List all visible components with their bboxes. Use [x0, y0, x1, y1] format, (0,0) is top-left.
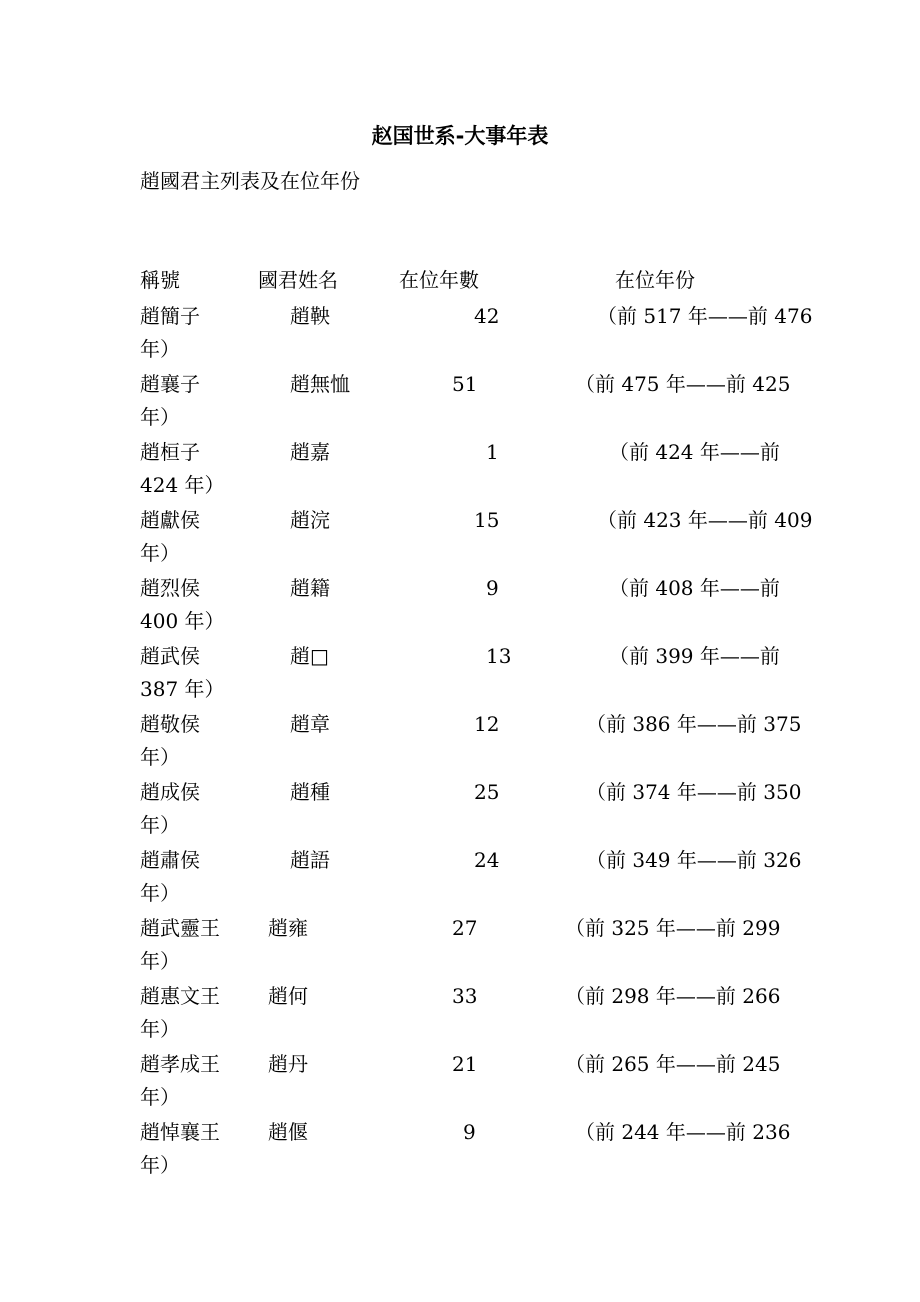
row-reign-span: （前 386 年——前 375: [586, 712, 802, 736]
row-reign-span-continued: 年）: [140, 337, 180, 361]
row-reign-years: 1: [486, 440, 499, 464]
row-reign-span: （前 517 年——前 476: [597, 304, 813, 328]
row-reign-years: 24: [474, 848, 500, 872]
row-title: 趙悼襄王: [140, 1120, 220, 1144]
row-reign-years: 51: [452, 372, 478, 396]
row-ruler-name: 趙雍: [268, 916, 308, 940]
row-reign-span: （前 349 年——前 326: [586, 848, 802, 872]
row-reign-years: 13: [486, 644, 512, 668]
row-reign-span-continued: 424 年）: [140, 473, 225, 497]
header-span: 在位年份: [615, 268, 695, 292]
page-subtitle: 趙國君主列表及在位年份: [140, 169, 360, 193]
row-ruler-name: 趙偃: [268, 1120, 308, 1144]
row-title: 趙簡子: [140, 304, 200, 328]
row-reign-years: 33: [452, 984, 478, 1008]
row-title: 趙肅侯: [140, 848, 200, 872]
row-title: 趙獻侯: [140, 508, 200, 532]
row-reign-span-continued: 年）: [140, 949, 180, 973]
row-title: 趙惠文王: [140, 984, 220, 1008]
row-reign-span: （前 475 年——前 425: [575, 372, 791, 396]
row-title: 趙武侯: [140, 644, 200, 668]
row-reign-years: 9: [463, 1120, 476, 1144]
row-title: 趙孝成王: [140, 1052, 220, 1076]
row-reign-span-continued: 年）: [140, 1153, 180, 1177]
row-reign-years: 21: [452, 1052, 478, 1076]
row-title: 趙桓子: [140, 440, 200, 464]
page-title: 赵国世系-大事年表: [371, 124, 549, 148]
header-title: 稱號: [140, 268, 180, 292]
row-ruler-name: 趙籍: [290, 576, 330, 600]
row-ruler-name: 趙何: [268, 984, 308, 1008]
row-reign-span: （前 423 年——前 409: [597, 508, 813, 532]
row-ruler-name: 趙□: [290, 644, 329, 668]
row-reign-span: （前 298 年——前 266: [565, 984, 781, 1008]
row-reign-span-continued: 年）: [140, 745, 180, 769]
row-reign-span-continued: 年）: [140, 541, 180, 565]
row-reign-span-continued: 年）: [140, 1017, 180, 1041]
row-reign-years: 42: [474, 304, 500, 328]
header-years: 在位年數: [399, 268, 479, 292]
row-reign-span: （前 325 年——前 299: [565, 916, 781, 940]
row-reign-span-continued: 年）: [140, 813, 180, 837]
row-ruler-name: 趙語: [290, 848, 330, 872]
row-reign-years: 12: [474, 712, 500, 736]
row-ruler-name: 趙鞅: [290, 304, 330, 328]
row-reign-span-continued: 年）: [140, 1085, 180, 1109]
row-reign-span-continued: 年）: [140, 405, 180, 429]
header-name: 國君姓名: [258, 268, 338, 292]
row-reign-span-continued: 400 年）: [140, 609, 225, 633]
row-reign-span-continued: 387 年）: [140, 677, 225, 701]
row-title: 趙襄子: [140, 372, 200, 396]
row-reign-span: （前 374 年——前 350: [586, 780, 802, 804]
row-reign-years: 15: [474, 508, 500, 532]
row-reign-span: （前 408 年——前: [609, 576, 780, 600]
row-ruler-name: 趙無恤: [290, 372, 350, 396]
row-reign-span: （前 399 年——前: [609, 644, 780, 668]
row-reign-span: （前 244 年——前 236: [575, 1120, 791, 1144]
row-ruler-name: 趙浣: [290, 508, 330, 532]
row-reign-years: 25: [474, 780, 500, 804]
row-ruler-name: 趙種: [290, 780, 330, 804]
row-reign-span-continued: 年）: [140, 881, 180, 905]
row-title: 趙武靈王: [140, 916, 220, 940]
row-title: 趙烈侯: [140, 576, 200, 600]
row-ruler-name: 趙嘉: [290, 440, 330, 464]
row-reign-span: （前 265 年——前 245: [565, 1052, 781, 1076]
row-title: 趙敬侯: [140, 712, 200, 736]
row-ruler-name: 趙章: [290, 712, 330, 736]
row-reign-span: （前 424 年——前: [609, 440, 780, 464]
row-ruler-name: 趙丹: [268, 1052, 308, 1076]
row-title: 趙成侯: [140, 780, 200, 804]
row-reign-years: 9: [486, 576, 499, 600]
row-reign-years: 27: [452, 916, 478, 940]
